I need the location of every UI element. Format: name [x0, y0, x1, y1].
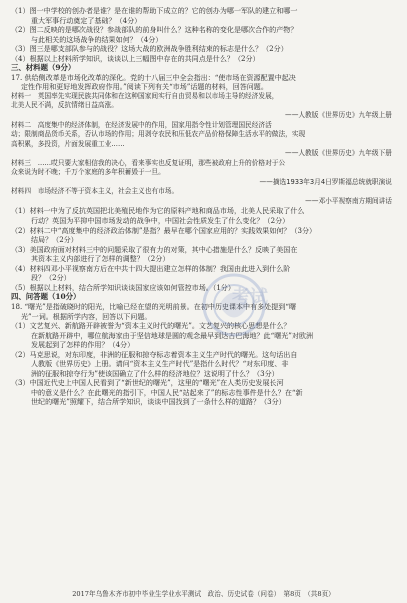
- text-line: （2）马克思说，对东印度，非洲的征服和掠夺标志着资本主义生产时代的曙光。这句话出自: [11, 349, 298, 359]
- text-line: （3）中国近代史上中国人民看到了“新世纪的曙光”，这里的“曙光”在人类历史发展长河: [11, 378, 284, 388]
- text-line: （2）图二反映的是哪次战役？参战部队的前身叫什么？这种名称的变化是哪次合作的产物？: [11, 25, 298, 35]
- exam-content: [11, 6, 398, 407]
- text-line: 四、问答题（10分）: [11, 292, 81, 302]
- text-line: （3）图三是哪支部队参与的战役？这场大战的欧洲战争胜利结束的标志是什么？（2分）: [11, 44, 288, 54]
- text-line: 与此相关的这场战争的结果如何？（4分）: [31, 34, 163, 44]
- text-line: 18. “曙光”是指破晓时的阳光，比喻已经在望的光明前景。在初中历史课本中有多处提到“曙: [11, 301, 296, 311]
- text-line: 段？（2分）: [31, 273, 71, 283]
- text-line: 结局？（2分）: [31, 235, 78, 245]
- text-line: ——摘选1933年3月4日罗斯福总统就职演说: [259, 177, 392, 186]
- watermark-text: 考试: [232, 287, 268, 308]
- text-line: ——邓小平视察南方期间讲话: [305, 196, 392, 205]
- text-line: 光”一词。根据所学内容，回答以下问题。: [21, 311, 152, 321]
- text-line: 中的意义是什么？在此曙光的指引下，中国人民“站起来了”的标志性事件是什么？在“新: [31, 387, 303, 397]
- page-footer: 2017年乌鲁木齐市初中毕业生学业水平测试 政治、历史试卷（问卷） 第8页 （共8页）: [72, 590, 335, 598]
- text-line: （1）图一中学校的创办者是谁？是在谁的帮助下成立的？它的创办为哪一军队的建立和哪一: [11, 6, 298, 15]
- text-line: （4）根据以上材料所学知识，谈谈以上三幅图中存在的共同点是什么？（2分）: [11, 53, 260, 63]
- text-line: 材料三 ……哎只要大家相信我的决心，看来事实也反复证明，那些被政府上升的价格对于公: [11, 158, 286, 167]
- text-line: （5）根据以上材料，结合所学知识谈谈国家应该如何管控市场。（1分）: [11, 282, 235, 292]
- text-line: （2）材料二中“高度集中的经济政治体制”是指？最早在哪个国家应用的？实践效果如何？（3分）: [11, 225, 317, 235]
- text-line: 17. 供给侧改革是市场化改革的深化。党的十八届三中全会指出：“使市场在资源配置中起决: [11, 72, 296, 82]
- text-line: 其资本主义内部进行了怎样的调整？（2分）: [31, 254, 170, 264]
- text-line: （1）文艺复兴、新航路开辟被誉为“资本主义时代的曙光”。文艺复兴的核心思想是什么？: [11, 321, 291, 331]
- text-line: 在新航路开辟中，哪位航海家由于坚信地球是圆的观念最早到达古巴海地？此“曙光”对欧洲: [31, 330, 314, 340]
- text-line: 人教版《世界历史》上册。请问“资本主义生产时代”是指什么时代？“对东印度、非: [31, 359, 289, 369]
- text-line: 动；限制商品货币关系，否认市场的作用；用剥夺农民和压低农产品价格保障生活水平的做法，实现: [11, 130, 306, 139]
- text-line: 定性作用和更好地发挥政府作用。”阅读下列有关“市场”话题的材料，回答问题。: [21, 82, 268, 92]
- text-line: 高积累，多投资，片面发展重工业……: [11, 139, 125, 148]
- text-line: 行动？英国为平抑中国市场发动的战争中，中国社会性质发生了什么变化？（2分）: [31, 216, 290, 226]
- text-line: （4）材料四邓小平视察南方后在中共十四大提出建立怎样的体制？我国由此进入到什么阶: [11, 263, 291, 273]
- text-line: 重大军事行动奠定了基础？（4分）: [31, 15, 142, 25]
- text-line: 发展起到了怎样的作用？（4分）: [31, 340, 135, 350]
- text-line: 材料二 高度集中的经济体制，在经济发展中的作用，国家用指令性计划管理国民经济活: [11, 120, 272, 129]
- text-line: 世纪的曙光”照耀下，结合所学知识，谈谈中国找到了一条什么样的道路？（3分）: [31, 397, 286, 407]
- text-line: 洲的征服和掠夺行为”使该国确立了什么样的经济地位？这说明了什么？（3分）: [31, 368, 279, 378]
- text-line: 材料四 市场经济不等于资本主义，社会主义也有市场。: [11, 187, 179, 196]
- text-line: （3）美国政府面对材料三中的问题采取了很有力的对策，其中心措施是什么？反映了美国在: [11, 244, 298, 254]
- text-line: ——人教版《世界历史》九年级下册: [285, 149, 392, 158]
- text-line: 众来说为时不晚；千万个家庭的多年积蓄毁于一旦。: [11, 168, 165, 177]
- text-line: 材料一 英国率先实现民族共同体和在这种国家间实行自由贸易和以市场主导的经济发展，: [11, 91, 279, 100]
- text-line: 北美人民不满，反抗情绪日益高涨。: [11, 101, 118, 110]
- text-line: 三、材料题（9分）: [11, 63, 76, 73]
- text-line: ——人教版《世界历史》九年级上册: [285, 111, 392, 120]
- text-line: （1）材料一中为了反抗英国把北美殖民地作为它的原料产地和商品市场，北美人民采取了什么: [11, 206, 305, 216]
